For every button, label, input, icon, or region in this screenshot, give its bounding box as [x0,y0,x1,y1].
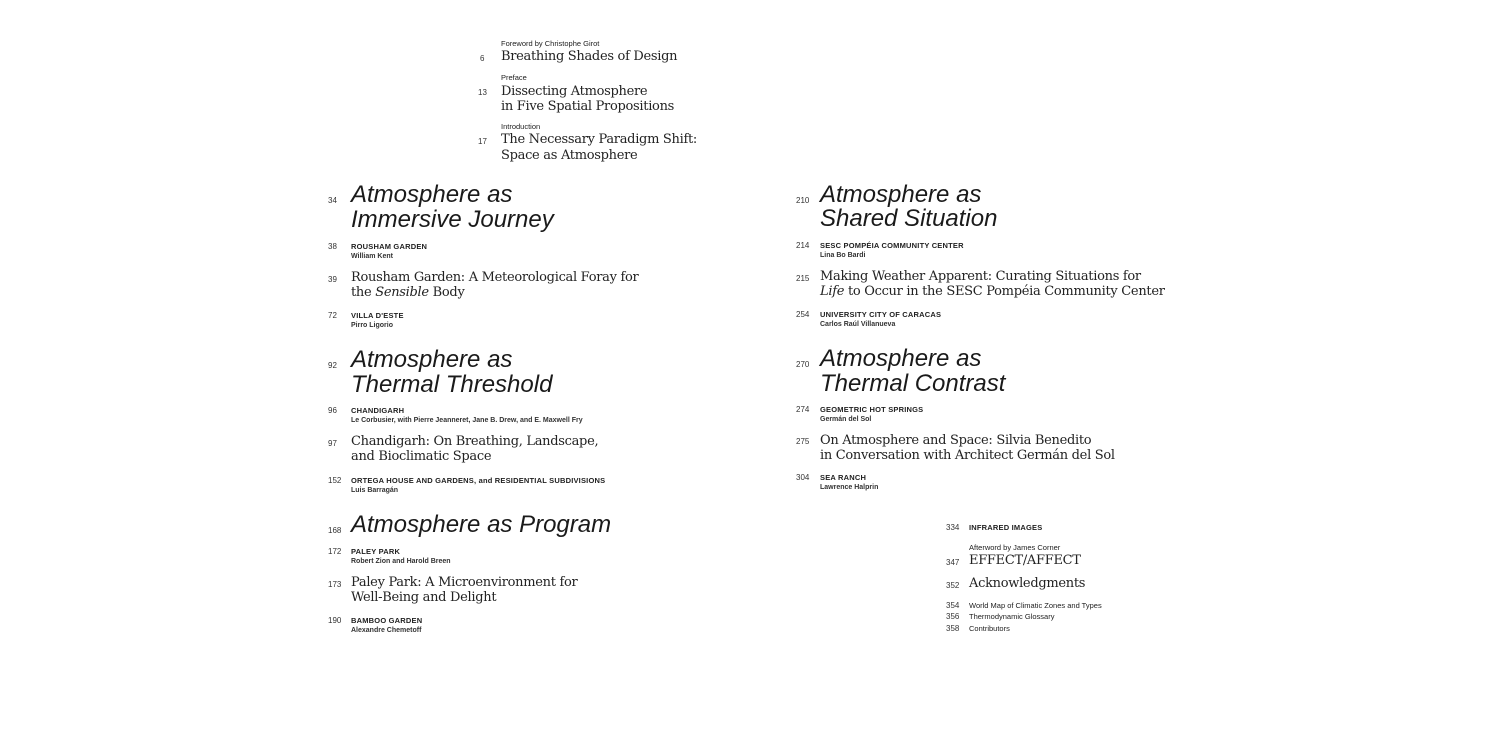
introduction-label: Introduction [501,122,541,131]
preface-title-line1[interactable]: Dissecting Atmosphere [501,84,648,99]
page-number: 6 [480,54,485,63]
project-title[interactable]: BAMBOO GARDEN [351,616,423,625]
page-number: 347 [946,558,960,567]
essay-title-line2[interactable]: in Conversation with Architect Germán del Sol [820,448,1115,463]
page-number: 275 [796,437,810,446]
page-number: 173 [328,580,342,589]
text: the [351,285,376,300]
text: to Occur in the SESC Pompéia Community Center [844,284,1165,299]
page-number: 17 [478,137,487,146]
essay-title-line2[interactable] [351,285,465,300]
project-author: Lina Bo Bardi [820,252,866,259]
page-number: 304 [796,473,810,482]
text: Body [428,285,465,300]
project-title[interactable]: UNIVERSITY CITY OF CARACAS [820,310,942,319]
page-number: 254 [796,310,810,319]
italic-text: Life [820,284,845,299]
page-number: 34 [328,196,337,205]
page-number: 168 [328,526,342,535]
preface-label: Preface [501,73,527,82]
page-number: 215 [796,274,810,283]
essay-title-line2[interactable]: and Bioclimatic Space [351,449,492,464]
page-number: 274 [796,405,810,414]
page-number: 210 [796,196,810,205]
page-number: 214 [796,241,810,250]
project-author: Alexandre Chemetoff [351,627,422,634]
part-title-line2[interactable]: Shared Situation [820,205,998,232]
project-title[interactable]: CHANDIGARH [351,406,405,415]
project-author: Carlos Raúl Villanueva [820,321,896,328]
project-title[interactable]: VILLA D'ESTE [351,311,404,320]
acknowledgments-title[interactable]: Acknowledgments [969,576,1086,591]
afterword-label: Afterword by James Corner [969,543,1061,552]
page-number: 354 [946,601,960,610]
page-number: 352 [946,581,960,590]
page-number: 39 [328,275,337,284]
page-number: 334 [946,523,960,532]
project-author: Luis Barragán [351,487,399,494]
project-author: Robert Zion and Harold Breen [351,558,451,565]
appendix-item[interactable]: World Map of Climatic Zones and Types [969,601,1102,610]
page-number: 92 [328,361,337,370]
project-author: Pirro Ligorio [351,322,393,329]
project-author: Lawrence Halprin [820,484,879,491]
essay-title-line1[interactable]: Chandigarh: On Breathing, Landscape, [351,434,599,449]
project-title[interactable]: SEA RANCH [820,473,867,482]
part-title[interactable]: Atmosphere as Program [351,511,612,538]
part-title-line2[interactable]: Thermal Threshold [351,371,553,398]
page-number: 358 [946,624,960,633]
project-title[interactable]: ORTEGA HOUSE AND GARDENS, and RESIDENTIAL SUBDIVISIONS [351,476,606,485]
part-title-line1[interactable]: Atmosphere as [820,181,982,208]
essay-title-line1[interactable]: On Atmosphere and Space: Silvia Benedito [820,433,1092,448]
afterword-title[interactable]: EFFECT/AFFECT [969,553,1081,568]
project-title[interactable]: SESC POMPÉIA COMMUNITY CENTER [820,241,964,250]
foreword-label: Foreword by Christophe Girot [501,39,600,48]
page-number: 190 [328,616,342,625]
project-author: Germán del Sol [820,416,872,423]
page-number: 152 [328,476,342,485]
part-title-line2[interactable]: Thermal Contrast [820,370,1006,397]
page-number: 270 [796,360,810,369]
project-title[interactable]: GEOMETRIC HOT SPRINGS [820,405,924,414]
part-title-line2[interactable]: Immersive Journey [351,206,554,233]
part-title-line1[interactable]: Atmosphere as [351,181,513,208]
essay-title-line1[interactable]: Paley Park: A Microenvironment for [351,575,578,590]
appendix-item[interactable]: Thermodynamic Glossary [969,612,1055,621]
preface-title-line2[interactable]: in Five Spatial Propositions [501,99,675,114]
infrared-images-title[interactable]: INFRARED IMAGES [969,523,1043,532]
essay-title-line1[interactable]: Rousham Garden: A Meteorological Foray for [351,270,639,285]
part-title-line1[interactable]: Atmosphere as [351,346,513,373]
project-title[interactable]: ROUSHAM GARDEN [351,242,428,251]
page-number: 172 [328,547,342,556]
foreword-title[interactable]: Breathing Shades of Design [501,49,678,64]
introduction-title-line2[interactable]: Space as Atmosphere [501,148,638,163]
introduction-title-line1[interactable]: The Necessary Paradigm Shift: [501,132,697,147]
essay-title-line2[interactable]: Well-Being and Delight [351,590,497,605]
page-number: 97 [328,439,337,448]
page-number: 356 [946,612,960,621]
appendix-item[interactable]: Contributors [969,624,1010,633]
project-author: William Kent [351,253,393,260]
italic-text: Sensible [375,285,429,300]
part-title-line1[interactable]: Atmosphere as [820,345,982,372]
project-author: Le Corbusier, with Pierre Jeanneret, Jane B. Drew, and E. Maxwell Fry [351,417,583,424]
page-number: 13 [478,88,487,97]
page-number: 96 [328,406,337,415]
essay-title-line1[interactable]: Making Weather Apparent: Curating Situations for [820,269,1141,284]
essay-title-line2[interactable] [820,284,1165,299]
page-number: 72 [328,311,337,320]
page-number: 38 [328,242,337,251]
project-title[interactable]: PALEY PARK [351,547,401,556]
